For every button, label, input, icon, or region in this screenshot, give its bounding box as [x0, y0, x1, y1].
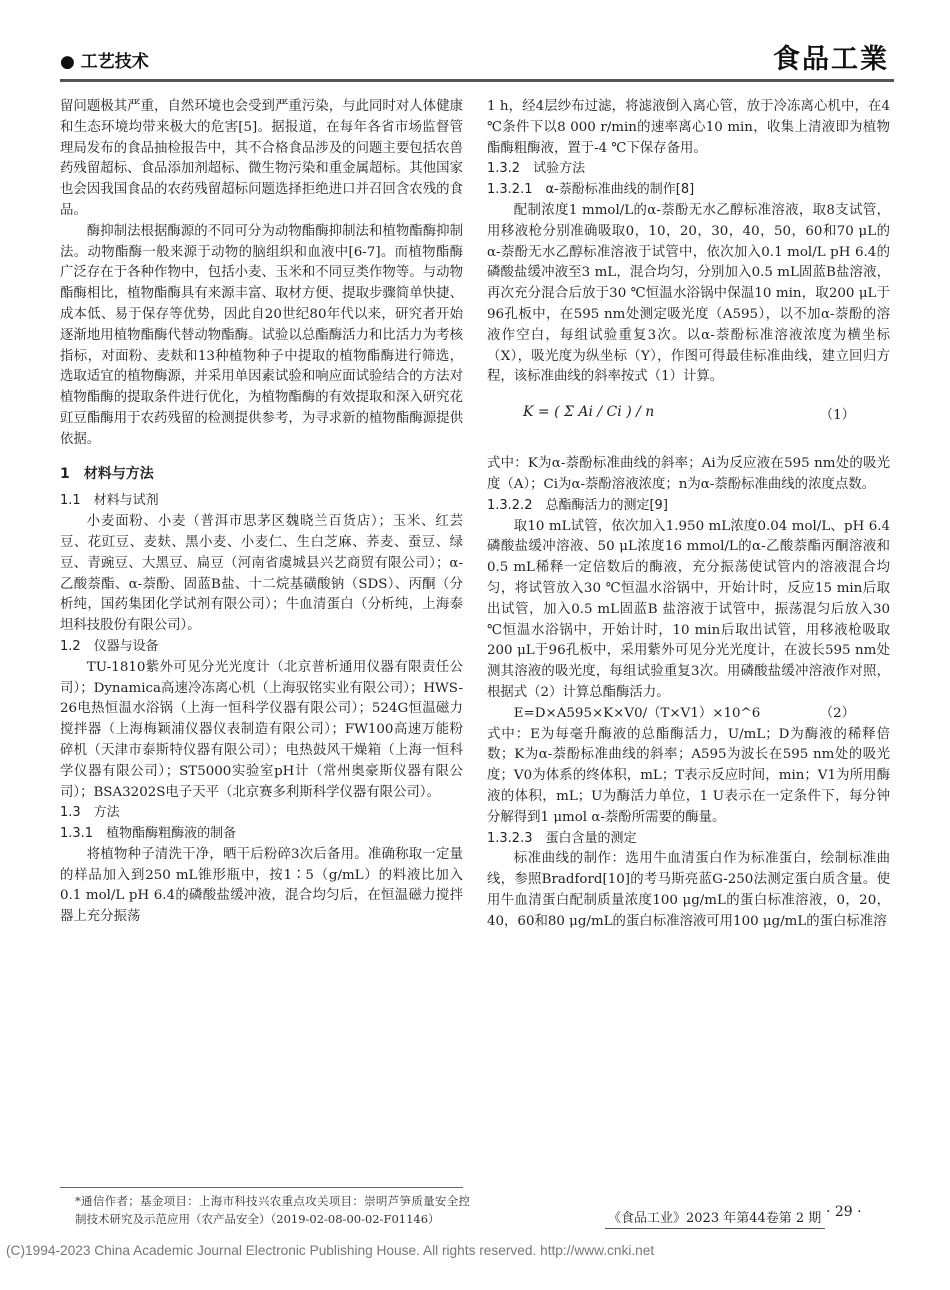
page-number: · 29 · — [826, 1204, 862, 1220]
intro-paragraph-1: 留问题极其严重，自然环境也会受到严重污染，与此同时对人体健康和生态环境均带来极大的危害[5]。据报道，在每年各省市场监督管理局发布的食品抽检报告中，其不合格食品涉及的问题主要包括农兽药残留超标、食品添加剂超标、微生物污染和重金属超标。其他国家也会因我国食品的农药残留超标问题选择拒绝进口并召回含农残的食品。 — [60, 99, 463, 218]
footnote-rule — [60, 1187, 463, 1188]
protein-content-paragraph: 标准曲线的制作：选用牛血清蛋白作为标准蛋白，绘制标准曲线，参照Bradford[10]的考马斯亮蓝G-250法测定蛋白质含量。使用牛血清蛋白配制质量浓度100 μg/mL的蛋白标准溶液，0，20，40，60和80 μg/mL的蛋白标准溶液可用100 μg/mL的蛋白标准溶 — [487, 851, 890, 929]
intro-paragraph-2: 酶抑制法根据酶源的不同可分为动物酯酶抑制法和植物酯酶抑制法。动物酯酶一般来源于动物的脑组织和血液中[6-7]。而植物酯酶广泛存在于各种作物中，包括小麦、玉米和不同豆类作物等。与动物酯酶相比，植物酯酶具有来源丰富、取材方便、提取步骤简单快捷、成本低、易于保存等优势，因此自20世纪80年代以来，研究者开始逐渐地用植物酯酶代替动物酯酶。试验以总酯酶活力和比活力为考核指标，对面粉、麦麸和13种植物种子中提取的植物酯酶进行筛选，选取适宜的植物酶源，并采用单因素试验和响应面试验结合的方法对植物酯酶的提取条件进行优化，为植物酯酶的有效提取和深入研究花豇豆酯酶用于农药残留的检测提供参考，为寻求新的植物酯酶源提供依据。 — [60, 223, 463, 447]
subsection-heading-1-3-2-1: 1.3.2.1 α-萘酚标准曲线的制作[8] — [487, 182, 695, 198]
equation-2 — [487, 704, 890, 725]
equation-1-number: （1） — [819, 408, 855, 424]
equation-2-description: 式中：E为每毫升酶液的总酯酶活力，U/mL；D为酶液的稀释倍数；K为α-萘酚标准曲线的斜率；A595为波长在595 nm处的吸光度；V0为体系的终体积，mL；T表示反应时间，min；V1为所用酶液的体积，mL；U为酶活力单位，1 U表示在一定条件下，每分钟分解得到1 μmol α-萘酚所需要的酶量。 — [487, 726, 890, 825]
journal-logo: 食品工業 — [773, 44, 889, 75]
esterase-activity-paragraph: 取10 mL试管，依次加入1.950 mL浓度0.04 mol/L、pH 6.4磷酸盐缓冲溶液、50 μL浓度16 mmol/L的α-乙酸萘酯丙酮溶液和0.5 mL稀释一定倍数后的酶液，充分振荡使试管内的溶液混合均匀，将试管放入30 ℃恒温水浴锅中，开始计时，反应15 min后取出试管，加入0.5 mL固蓝B 盐溶液于试管中，振荡混匀后放入30 ℃恒温水浴锅中，开始计时，10 min后取出试管，用移液枪吸取200 μL于96孔板中，采用紫外可见分光光度计，在波长595 nm处测其溶液的吸光度，每组试验重复3次。用磷酸盐缓冲溶液作对照，根据式（2）计算总酯酶活力。 — [487, 518, 890, 700]
equation-2-number: （2） — [819, 705, 855, 721]
subsection-heading-1-3-2-3: 1.3.2.3 蛋白含量的测定 — [487, 830, 637, 846]
right-column — [487, 97, 890, 932]
equation-1 — [487, 392, 890, 450]
section-label: ● 工艺技术 — [60, 52, 149, 72]
header-rule — [60, 79, 894, 82]
left-column — [60, 97, 463, 928]
subsection-heading-1-3: 1.3 方法 — [60, 805, 120, 821]
subsection-heading-1-2: 1.2 仪器与设备 — [60, 638, 159, 654]
subsection-heading-1-3-2: 1.3.2 试验方法 — [487, 161, 586, 177]
journal-rule — [605, 1228, 825, 1229]
journal-issue: 《食品工业》2023 年第44卷第 2 期 — [608, 1211, 822, 1226]
copyright-line: (C)1994-2023 China Academic Journal Electronic Publishing House. All rights reserved. http://www.cnki.net — [6, 1243, 655, 1258]
method-1-3-1-paragraph: 将植物种子清洗干净，晒干后粉碎3次后备用。准确称取一定量的样品加入到250 mL锥形瓶中，按1∶5（g/mL）的料液比加入0.1 mol/L pH 6.4的磷酸盐缓冲液，混合均匀后，在恒温磁力搅拌器上充分振荡 — [60, 846, 463, 925]
materials-paragraph: 小麦面粉、小麦（普洱市思茅区魏晓兰百货店）；玉米、红芸豆、花豇豆、麦麸、黑小麦、小麦仁、生白芝麻、荞麦、蚕豆、绿豆、青豌豆、大黑豆、扁豆（河南省虞城县兴艺商贸有限公司）；α-乙酸萘酯、α-萘酚、固蓝B盐、十二烷基磺酸钠（SDS）、丙酮（分析纯，国药集团化学试剂有限公司）；牛血清蛋白（分析纯，上海泰坦科技股份有限公司）。 — [60, 514, 463, 634]
naphthol-standard-paragraph: 配制浓度1 mmol/L的α-萘酚无水乙醇标准溶液，取8支试管，用移液枪分别准确吸取0，10，20，30，40，50，60和70 μL的α-萘酚无水乙醇标准溶液于试管中，依次加入0.1 mol/L pH 6.4的磷酸盐缓冲液至3 mL，混合均匀，分别加入0.5 mL固蓝B盐溶液，再次充分混合后放于30 ℃恒温水浴锅中保温10 min，取200 μL于96孔板中，在595 nm处测定吸光度（A595），以不加α-萘酚的溶液作空白，每组试验重复3次。以α-萘酚标准溶液浓度为横坐标（X），吸光度为纵坐标（Y），作图可得最佳标准曲线，建立回归方程，该标准曲线的斜率按式（1）计算。 — [487, 202, 890, 385]
footnote: *通信作者；基金项目：上海市科技兴农重点攻关项目：崇明芦笋质量安全控制技术研究及示范应用（农产品安全）（2019-02-08-00-02-F01146） — [75, 1194, 470, 1226]
subsection-heading-1-3-2-2: 1.3.2.2 总酯酶活力的测定[9] — [487, 497, 668, 513]
subsection-heading-1-3-1: 1.3.1 植物酯酶粗酶液的制备 — [60, 826, 237, 842]
equation-1-body: K = ( Σ Ai / Ci ) / n — [523, 404, 655, 421]
section-heading-1: 1 材料与方法 — [60, 465, 154, 482]
equipment-paragraph: TU-1810紫外可见分光光度计（北京普析通用仪器有限责任公司）；Dynamica高速冷冻离心机（上海驭铭实业有限公司）；HWS-26电热恒温水浴锅（上海一恒科学仪器有限公司）；524G恒温磁力搅拌器（上海梅颖浦仪器仪表制造有限公司）；FW100高速万能粉碎机（天津市泰斯特仪器有限公司）；电热鼓风干燥箱（上海一恒科学仪器有限公司）；ST5000实验室pH计（常州奥豪斯仪器有限公司）；BSA3202S电子天平（北京赛多利斯科学仪器有限公司）。 — [60, 659, 463, 800]
equation-2-body: E=D×A595×K×V0/（T×V1）×10^6 — [513, 705, 761, 721]
equation-1-description: 式中：K为α-萘酚标准曲线的斜率；Ai为反应液在595 nm处的吸光度（A）；Ci为α-萘酚溶液浓度；n为α-萘酚标准曲线的浓度点数。 — [487, 456, 890, 492]
method-1-3-1-continued: 1 h，经4层纱布过滤，将滤液倒入离心管，放于冷冻离心机中，在4 ℃条件下以8 000 r/min的速率离心10 min，收集上清液即为植物酯酶粗酶液，置于-4 ℃下保存备用。 — [487, 99, 890, 156]
subsection-heading-1-1: 1.1 材料与试剂 — [60, 493, 159, 509]
